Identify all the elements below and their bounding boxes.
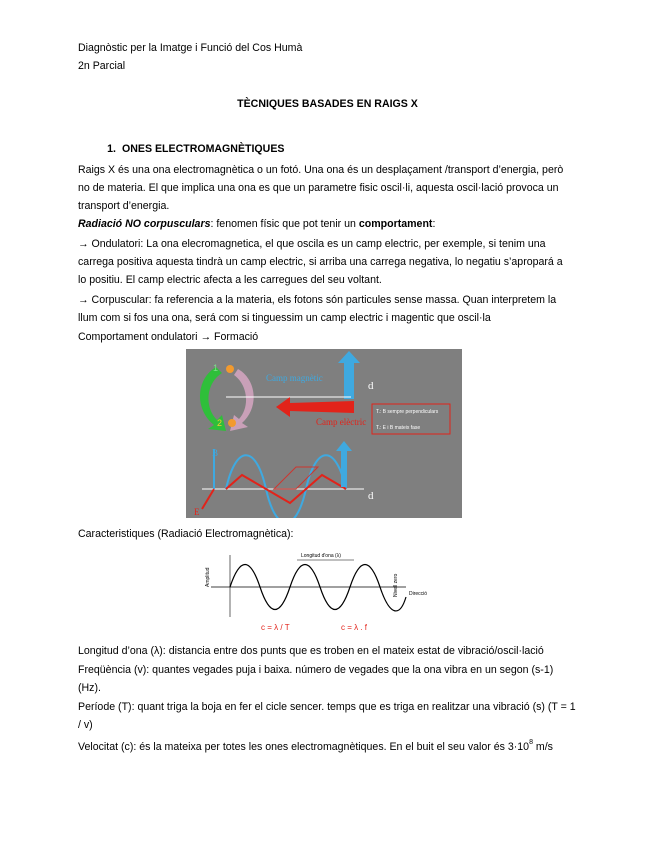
section-heading <box>78 142 578 156</box>
amplitude-label: Amplitud <box>205 567 211 587</box>
document-title: TÈCNIQUES BASADES EN RAIGS X <box>237 98 418 110</box>
paragraph-text: : fenomen físic que pot tenir un <box>210 218 359 230</box>
label-1: 1 <box>213 363 219 373</box>
label-2: 2 <box>217 418 223 428</box>
velocity-unit: m/s <box>532 741 553 753</box>
sine-wave <box>230 565 406 611</box>
term-header: 2n Parcial <box>78 60 126 72</box>
paragraph-line: no de materia. El que implica una ona es que un parametre fisic oscil·li, aquesta oscil·lació provoca un <box>78 182 559 194</box>
definition-frequency-cont: (Hz). <box>78 682 101 694</box>
legend-line-1: T.: B sempre perpendiculars <box>376 409 439 415</box>
paragraph-line: → Ondulatori: La ona elecromagnetica, el que oscila es un camp electric, per exemple, si tenim una <box>78 238 546 250</box>
label-E: E <box>194 507 200 517</box>
em-field-diagram <box>186 349 462 518</box>
label-B: B <box>212 448 219 458</box>
wave-figure <box>201 547 441 641</box>
magnetic-arrow <box>344 361 354 399</box>
course-header: Diagnòstic per la Imatge i Funció del Cos Humà <box>78 42 303 54</box>
x-axis-label: Direcció <box>409 591 428 597</box>
paragraph-line: Comportament ondulatori → Formació <box>78 331 259 343</box>
definition-velocity <box>78 740 578 754</box>
label-electric: Camp elèctric <box>316 417 367 427</box>
em-field-figure <box>186 349 462 518</box>
label-magnetic: Camp magnètic <box>266 373 323 383</box>
paragraph-line: transport d’energia. <box>78 200 170 212</box>
definition-period: Període (T): quant triga la boja en fer el cicle sencer. temps que es triga en realitzar una vibració (s) (T = 1 <box>78 701 576 713</box>
right-axis-label: Nivell zero <box>393 573 399 597</box>
wave-arrow <box>341 449 347 487</box>
caracteristiques-heading: Caracteristiques (Radiació Electromagnètica): <box>78 528 294 540</box>
electric-arrow <box>276 397 354 417</box>
term-radiacio: Radiació NO corpusculars <box>78 218 211 230</box>
charge-2 <box>228 419 236 427</box>
label-d2: d <box>368 490 374 502</box>
section-title: ONES ELECTROMAGNÈTIQUES <box>122 143 285 155</box>
magnetic-arrowhead <box>338 351 360 363</box>
wave-arrowhead <box>336 441 352 451</box>
definition-wavelength: Longitud d’ona (λ): distancia entre dos punts que es troben en el mateix estat de vibració/oscil·lació <box>78 645 544 657</box>
wave-diagram <box>201 547 441 641</box>
green-curved-arrow <box>200 367 226 431</box>
magnetic-wave <box>226 455 346 518</box>
paragraph-line: carrega positiva aquesta tindrà un camp electric, si arriba una carrega negativa, lo negatiu s’apropará a <box>78 256 563 268</box>
label-d: d <box>368 380 374 392</box>
velocity-exponent: 8 <box>529 739 533 746</box>
e-axis <box>202 489 214 509</box>
paragraph-line: lo positiu. El camp electric afecta a les carregues del seu voltant. <box>78 274 382 286</box>
section-number: 1. <box>107 143 116 155</box>
formula-frequency: c = λ . f <box>341 623 368 632</box>
formula-period: c = λ / T <box>261 623 290 632</box>
legend-line-2: T.: E i B mateix fase <box>376 425 421 431</box>
em-wave <box>194 441 374 518</box>
paragraph-line <box>78 217 578 231</box>
velocity-text: Velocitat (c): és la mateixa per totes les ones electromagnètiques. En el buit el seu valor és 3·10 <box>78 741 530 753</box>
term-comportament: comportament <box>358 218 433 230</box>
wavelength-label: Longitud d'ona (λ) <box>301 553 341 559</box>
definition-frequency: Freqüència (v): quantes vegades puja i baixa. número de vegades que la ona vibra en un segon (s-1) <box>78 664 554 676</box>
paragraph-text: : <box>432 218 436 230</box>
paragraph-line: Raigs X és una ona electromagnètica o un fotó. Una ona és un desplaçament /transport d’energia, però <box>78 164 564 176</box>
paragraph-line: → Corpuscular: fa referencia a la materia, els fotons són particules sense massa. Quan interpretem la <box>78 294 557 306</box>
definition-period-cont: / v) <box>78 719 93 731</box>
paragraph-line: llum com si fos una ona, será com si tinguessim un camp electric i magentic que oscil·la <box>78 312 491 324</box>
charge-1 <box>226 365 234 373</box>
